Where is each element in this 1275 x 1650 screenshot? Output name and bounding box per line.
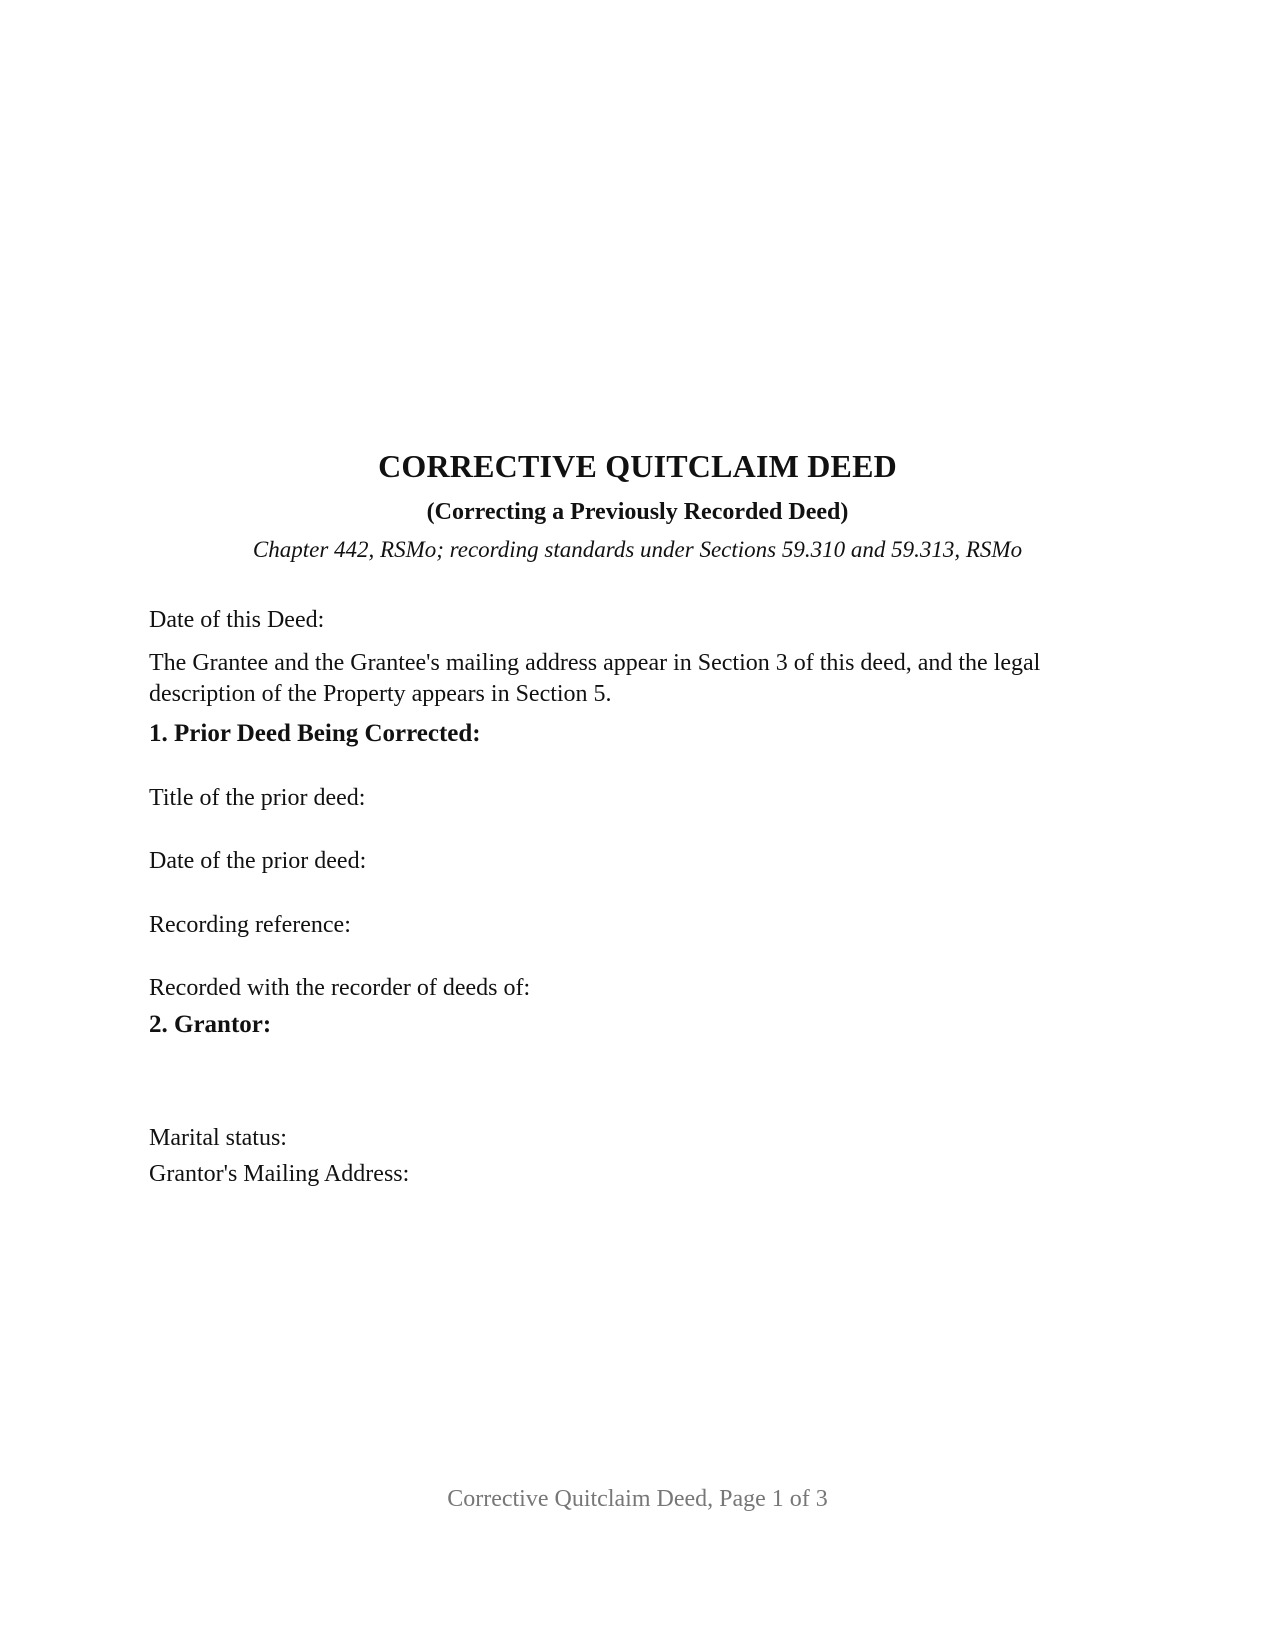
- prior-deed-date-label: Date of the prior deed:: [149, 848, 367, 874]
- statute-citation: Chapter 442, RSMo; recording standards under Sections 59.310 and 59.313, RSMo: [252, 537, 1023, 562]
- prior-deed-title-label: Title of the prior deed:: [149, 785, 366, 811]
- intro-paragraph: The Grantee and the Grantee's mailing address appear in Section 3 of this deed, and the legal description of the Property appears in Section 5.: [149, 650, 1041, 707]
- page-footer: Corrective Quitclaim Deed, Page 1 of 3: [447, 1486, 828, 1512]
- recorded-with-label: Recorded with the recorder of deeds of:: [149, 975, 531, 1001]
- section1-heading: 1. Prior Deed Being Corrected:: [149, 720, 481, 747]
- recording-reference-label: Recording reference:: [149, 912, 351, 938]
- document-title: CORRECTIVE QUITCLAIM DEED: [378, 448, 897, 484]
- document-subtitle: (Correcting a Previously Recorded Deed): [426, 499, 849, 525]
- grantor-mailing-address-label: Grantor's Mailing Address:: [149, 1161, 410, 1187]
- section2-heading: 2. Grantor:: [149, 1011, 272, 1038]
- deed-date-label: Date of this Deed:: [149, 607, 325, 633]
- marital-status-label: Marital status:: [149, 1125, 287, 1151]
